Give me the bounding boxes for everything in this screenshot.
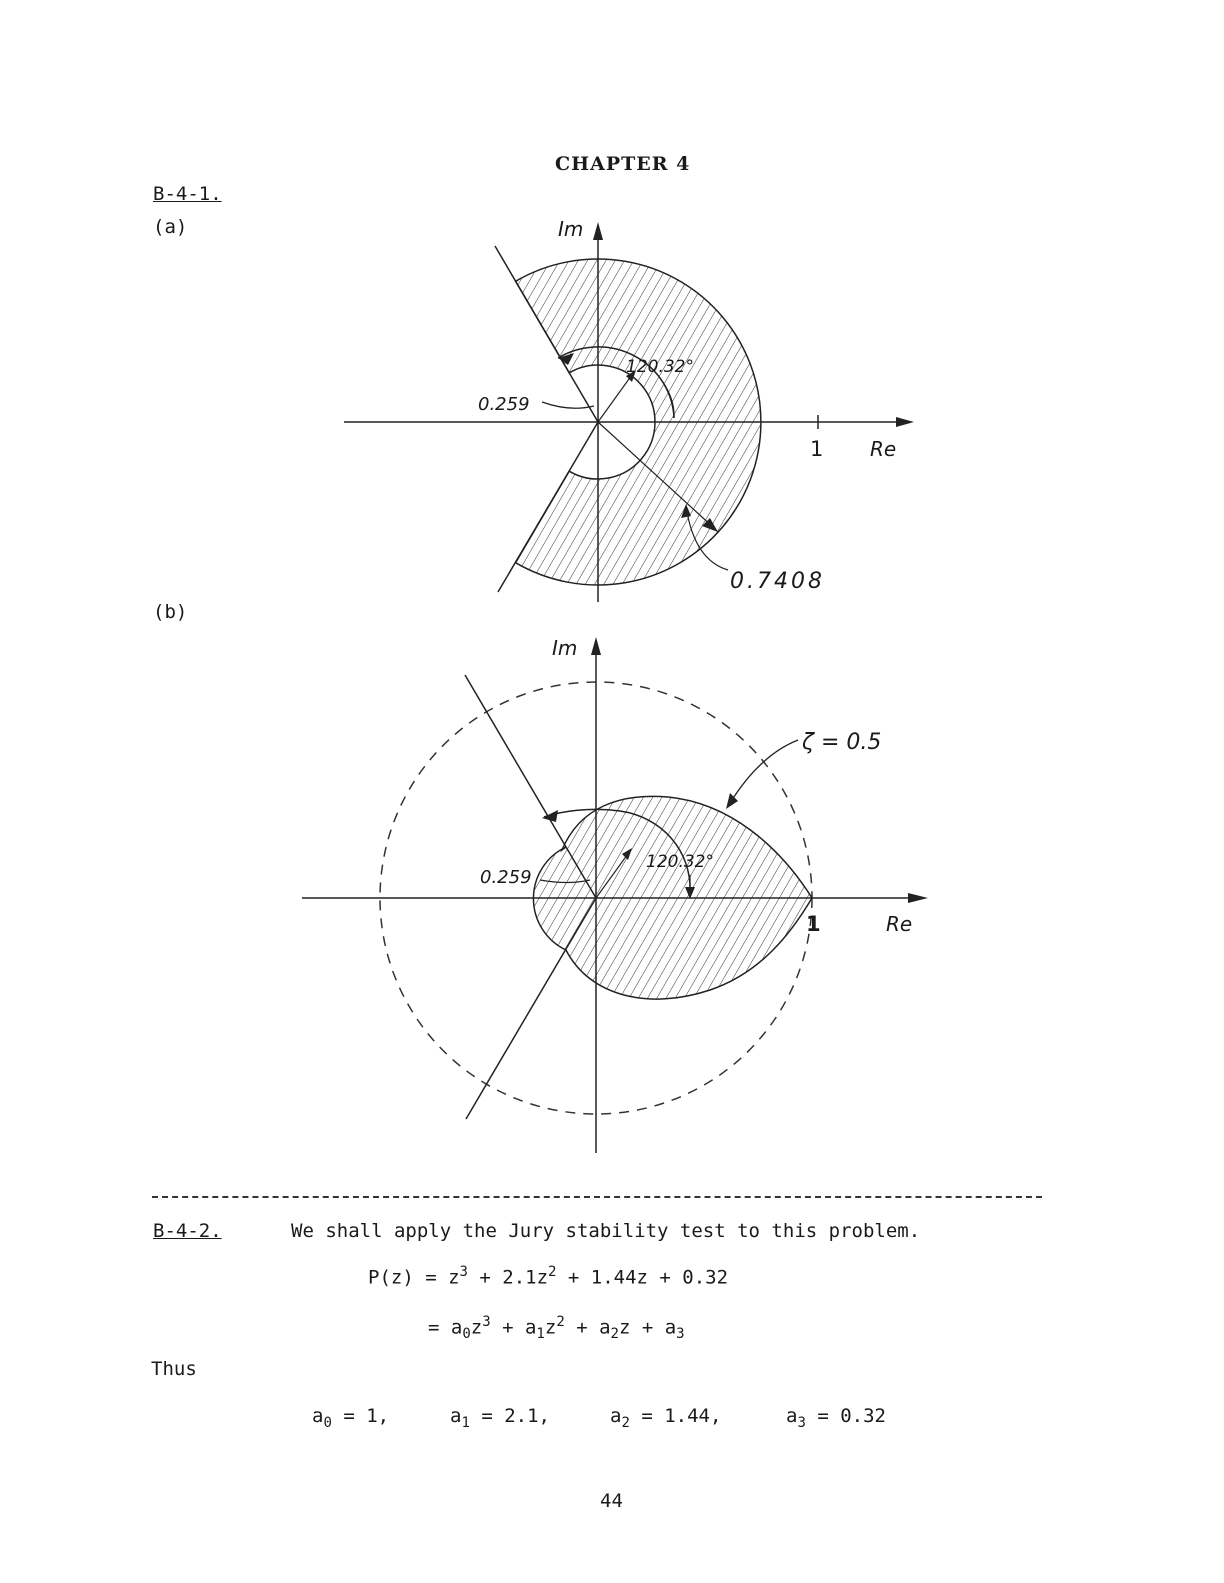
boundary-line-lower-b xyxy=(466,898,596,1119)
coefficient-a2: $a_2 = 1.44$, xyxy=(610,1405,722,1431)
problem-intro: We shall apply the Jury stability test to this problem. xyxy=(291,1220,921,1242)
section-separator xyxy=(152,1196,1042,1198)
inner-radius-arrow-a xyxy=(598,372,634,422)
tick-one-label-a: 1 xyxy=(810,437,824,461)
thus-text: Thus xyxy=(151,1358,197,1380)
inner-radius-label-b: 0.259 xyxy=(480,867,532,888)
real-axis-arrow-b xyxy=(908,893,928,903)
real-axis-arrow-a xyxy=(896,417,914,427)
zeta-leader-head xyxy=(726,793,738,809)
angle-arrow-head-b xyxy=(542,810,558,822)
axis-re-label-b: Re xyxy=(886,912,913,936)
part-a-label: (a) xyxy=(153,216,188,238)
zeta-label: ζ = 0.5 xyxy=(802,730,882,755)
coefficient-a3: $a_3 = 0.32$ xyxy=(786,1405,886,1431)
imag-axis-arrow-b xyxy=(591,637,601,655)
diagram-a xyxy=(330,210,930,610)
equation-general-form: = $a_0z^3 + a_1z^2 + a_2z + a_3$ xyxy=(428,1314,685,1343)
problem-id-b-4-2: B-4-2. xyxy=(153,1220,222,1242)
zeta-leader xyxy=(730,740,798,803)
equation-p-of-z: $P(z) = z^3 + 2.1z^2 + 1.44z + 0.32$ xyxy=(368,1264,729,1289)
angle-label-a: 120.32° xyxy=(626,357,694,377)
outer-radius-label-a: 0.7408 xyxy=(730,569,825,594)
imag-axis-arrow-a xyxy=(593,222,603,240)
tick-one-label-b: 1 xyxy=(806,912,821,936)
axis-re-label-a: Re xyxy=(870,437,897,461)
problem-id-b-4-1: B-4-1. xyxy=(153,183,222,205)
axis-im-label-b: Im xyxy=(552,636,578,660)
chapter-title: CHAPTER 4 xyxy=(555,153,691,175)
inner-radius-label-a: 0.259 xyxy=(478,394,530,415)
diagram-b xyxy=(290,625,940,1160)
coefficient-a1: $a_1 = 2.1$, xyxy=(450,1405,550,1431)
page-number: 44 xyxy=(600,1490,623,1512)
axis-im-label-a: Im xyxy=(558,217,584,241)
coefficient-a0: $a_0 = 1$, xyxy=(312,1405,390,1431)
part-b-label: (b) xyxy=(153,601,188,623)
boundary-line-upper-b xyxy=(465,675,596,898)
angle-label-b: 120.32° xyxy=(646,852,714,872)
